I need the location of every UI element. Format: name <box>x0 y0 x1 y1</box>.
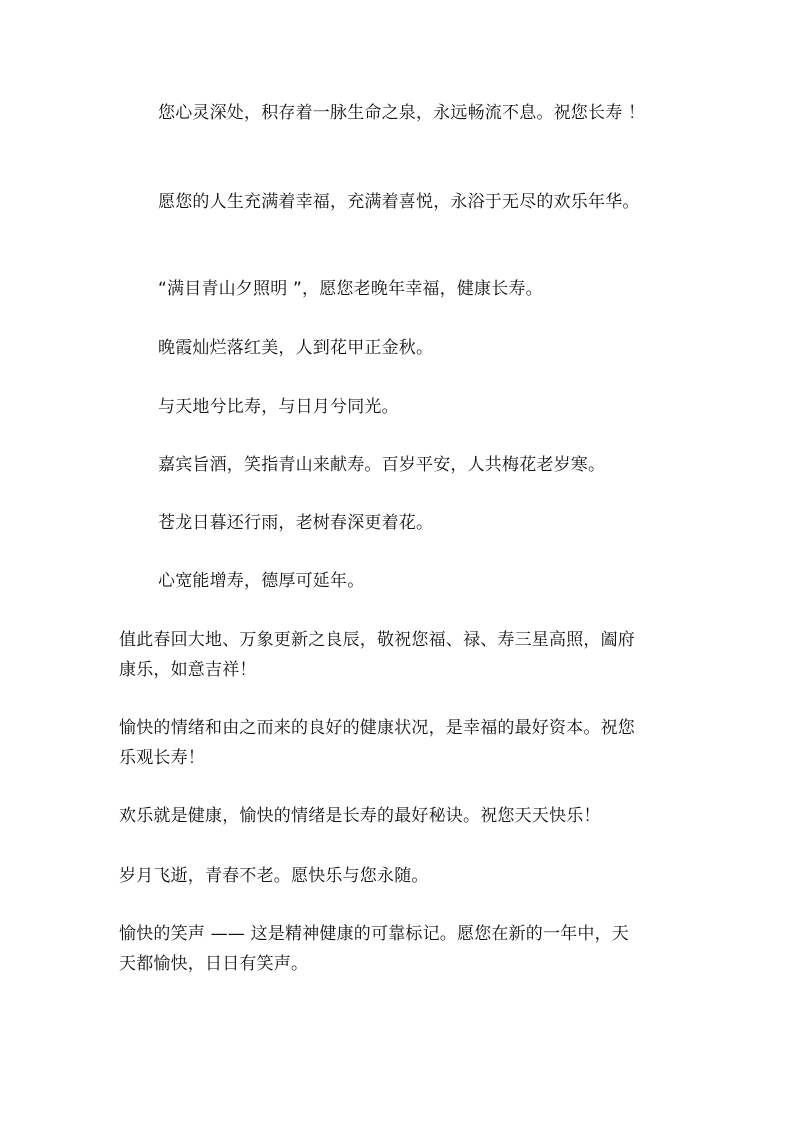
paragraph-12-line-1: 岁月飞逝，青春不老。愿快乐与您永随。 <box>119 866 429 886</box>
paragraph-10-line-2: 乐观长寿！ <box>119 748 205 768</box>
paragraph-11-line-1: 欢乐就是健康，愉快的情绪是长寿的最好秘诀。祝您天天快乐！ <box>119 806 601 826</box>
paragraph-7-line-1: 苍龙日暮还行雨，老树春深更着花。 <box>158 513 434 533</box>
paragraph-8-line-1: 心宽能增寿，德厚可延年。 <box>158 571 365 591</box>
paragraph-2-line-1: 愿您的人生充满着幸福，充满着喜悦，永浴于无尽的欢乐年华。 <box>158 192 640 212</box>
paragraph-10-line-1: 愉快的情绪和由之而来的良好的健康状况，是幸福的最好资本。祝您 <box>119 718 635 738</box>
paragraph-9-line-2: 康乐，如意吉祥！ <box>119 660 257 680</box>
paragraph-1-line-1: 您心灵深处，积存着一脉生命之泉，永远畅流不息。祝您长寿 ！ <box>158 103 646 123</box>
paragraph-4-line-1: 晚霞灿烂落红美，人到花甲正金秋。 <box>158 338 434 358</box>
paragraph-9-line-1: 值此春回大地、万象更新之良辰，敬祝您福、禄、寿三星高照，阖府 <box>119 630 635 650</box>
paragraph-5-line-1: 与天地兮比寿，与日月兮同光。 <box>158 397 399 417</box>
paragraph-13-line-1: 愉快的笑声 —— 这是精神健康的可靠标记。愿您在新的一年中，天 <box>119 924 630 944</box>
paragraph-3-line-1: “满目青山夕照明 ”，愿您老晚年幸福，健康长寿。 <box>158 279 543 299</box>
paragraph-6-line-1: 嘉宾旨酒，笑指青山来献寿。百岁平安，人共梅花老岁寒。 <box>158 455 606 475</box>
paragraph-13-line-2: 天都愉快，日日有笑声。 <box>119 954 309 974</box>
